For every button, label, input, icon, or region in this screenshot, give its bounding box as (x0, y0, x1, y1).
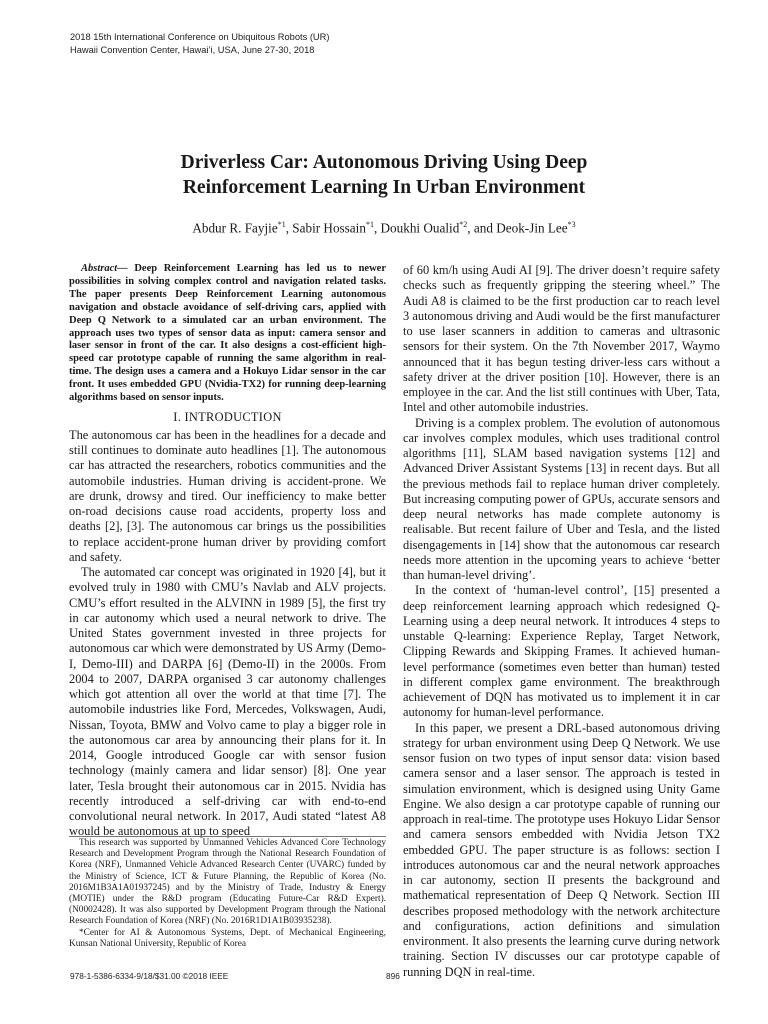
author-separator: , and (467, 220, 497, 236)
body-paragraph: In this paper, we present a DRL-based autonomous driving strategy for urban environment using Deep Q Network. We use sensor fusion on two types of input sensor data: vision based camera sensor and a laser sensor. The approach is tested in simulation environment, which is designed using Unity Game Engine. We also design a car prototype capable of running our approach in real-time. The prototype uses Hokuyo Lidar Sensor and camera sensors embedded with Nvidia Jetson TX2 embedded GPU. The paper structure is as follows: section I introduces autonomous car and the neural network approaches in car autonomy, section II presents the background and mathematical representation of Deep Q Network. Section III describes proposed methodology with the network architecture and configurations, action definitions and simulation environment. It also presents the learning curve during network training. Section IV discusses our car prototype capable of running DQN in real-time. (403, 720, 720, 979)
conference-header (70, 31, 329, 56)
paper-title-line-2: Reinforcement Learning In Urban Environment (182, 177, 586, 198)
footnotes (69, 836, 386, 950)
page-number: 896 (386, 971, 400, 981)
left-column (69, 263, 386, 840)
abstract-text: Deep Reinforcement Learning has led us to newer possibilities in solving complex control and navigation related tasks. The paper presents Deep Reinforcement Learning autonomous navigation and obstacle avoidance of self-driving cars, applied with Deep Q Network to a simulated car an urban environment. The approach uses two types of sensor data as input: camera sensor and laser sensor in front of the car. It also designs a cost-efficient high-speed car prototype capable of running the same algorithm in real-time. The design uses a camera and a Hokuyo Lidar sensor in the car front. It uses embedded GPU (Nvidia-TX2) for running deep-learning algorithms based on sensor inputs. (69, 263, 386, 404)
footer-isbn: 978-1-5386-6334-9/18/$31.00 ©2018 IEEE (70, 971, 229, 981)
paper-title (0, 150, 768, 200)
body-paragraph: The automated car concept was originated in 1920 [4], but it evolved truly in 1980 with CMU’s Navlab and ALV projects. CMU’s effort resulted in the ALVINN in 1989 [5], the first try in car autonomy which used a neural network to drive. The United States government invested in three projects for autonomous car which were demonstrated by US Army (Demo-I, Demo-III) and DARPA [6] (Demo-II) in the 2000s. From 2004 to 2007, DARPA organised 3 car autonomy challenges which got attention all over the world at that time [7]. The automobile industries like Ford, Mercedes, Volkswagen, Audi, Nissan, Toyota, BMW and Volvo came to play a bigger role in the autonomous car area by announcing their plans for it. In 2014, Google introduced Google car with sensor fusion technology (mainly camera and lidar sensor) [8]. One year later, Tesla brought their autonomous car in 2015. Nvidia has recently introduced a self-driving car with end-to-end convolutional neural network. In 2017, Audi stated “latest A8 would be autonomous at up to speed (69, 565, 386, 839)
body-paragraph: Driving is a complex problem. The evolution of autonomous car involves complex modules, which uses traditional control algorithms [11], SLAM based navigation systems [12] and Advanced Driver Assistant Systems [13] in recent days. But all the previous methods fail to replace human driver completely. But increasing computing power of GPUs, accurate sensors and deep neural networks has made complete autonomy is realisable. But recent failure of Uber and Tesla, and the listed disengagements in [14] show that the autonomous car research needs more attention in the upcoming years to achieve ‘better than human-level driving’. (403, 415, 720, 582)
body-paragraph: In the context of ‘human-level control’, [15] presented a deep reinforcement learning approach which redesigned Q-Learning using a deep neural network. It introduces 4 steps to unstable Q-learning: Experience Replay, Target Network, Clipping Rewards and Skipping Frames. It achieved human-level performance (sometimes even better than human) tested in different complex game environment. The breakthrough achievement of DQN has motivated us to implement it in car autonomy for human-level performance. (403, 583, 720, 720)
affiliation-footnote: *Center for AI & Autonomous Systems, Dept. of Mechanical Engineering, Kunsan National University, Republic of Korea (69, 927, 386, 949)
conference-header-line-1: 2018 15th International Conference on Ubiquitous Robots (UR) (70, 32, 330, 42)
author-affiliation-mark: *1 (277, 220, 286, 229)
author-affiliation-mark: *2 (459, 220, 468, 229)
paper-title-line-1: Driverless Car: Autonomous Driving Using Deep (180, 152, 588, 173)
author-separator: , (285, 220, 293, 236)
author-affiliation-mark: *3 (567, 220, 576, 229)
right-column (403, 263, 720, 980)
author-list (0, 217, 768, 236)
body-paragraph: of 60 km/h using Audi AI [9]. The driver doesn’t require safety checks such as frequently gripping the steering wheel.” The Audi A8 is claimed to be the first production car to reach level 3 autonomous driving and Audi would be the first manufacturer to use laser scanners in addition to cameras and ultrasonic sensors for their system. On the 7th November 2017, Waymo announced that it has begun testing driver-less cars without a safety driver at the driver position [10]. However, there is an employee in the car. And the list still continues with Uber, Tata, Intel and other automobile industries. (403, 263, 720, 415)
author-name: Abdur R. Fayjie (192, 220, 278, 236)
author-name: Deok-Jin Lee (496, 220, 568, 236)
conference-header-line-2: Hawaii Convention Center, Hawai’i, USA, June 27-30, 2018 (70, 44, 315, 55)
author-separator: , (373, 220, 381, 236)
section-heading-introduction: I. INTRODUCTION (173, 409, 282, 424)
abstract-lead: Abstract— (81, 263, 128, 274)
abstract (69, 263, 386, 405)
funding-footnote: This research was supported by Unmanned Vehicles Advanced Core Technology Research and Development Program through the National Research Foundation of Korea (NRF), Unmanned Vehicle Advanced Research Center (UVARC) funded by the Ministry of Science, ICT & Future Planning, the Republic of Korea (No. 2016M1B3A1A01937245) and by the Ministry of Trade, Industry & Energy (MOTIE) under the R&D program (Educating Future-Car R&D Expert). (N0002428). It was also supported by Development Program through the National Research Foundation of Korea (NRF) (No. 2016R1D1A1B03935238). (69, 838, 386, 927)
author-name: Sabir Hossain (292, 220, 366, 236)
author-affiliation-mark: *1 (365, 220, 374, 229)
author-name: Doukhi Oualid (380, 220, 460, 236)
body-paragraph: The autonomous car has been in the headlines for a decade and still continues to dominate auto headlines [1]. The autonomous car has attracted the researchers, robotics communities and the automobile industries. Human driving is accident-prone. We are drunk, drowsy and tired. Our inefficiency to make better on-road decisions cause road accidents, property loss and deaths [2], [3]. The autonomous car brings us the possibilities to replace accident-prone human driver by providing comfort and safety. (69, 427, 386, 564)
